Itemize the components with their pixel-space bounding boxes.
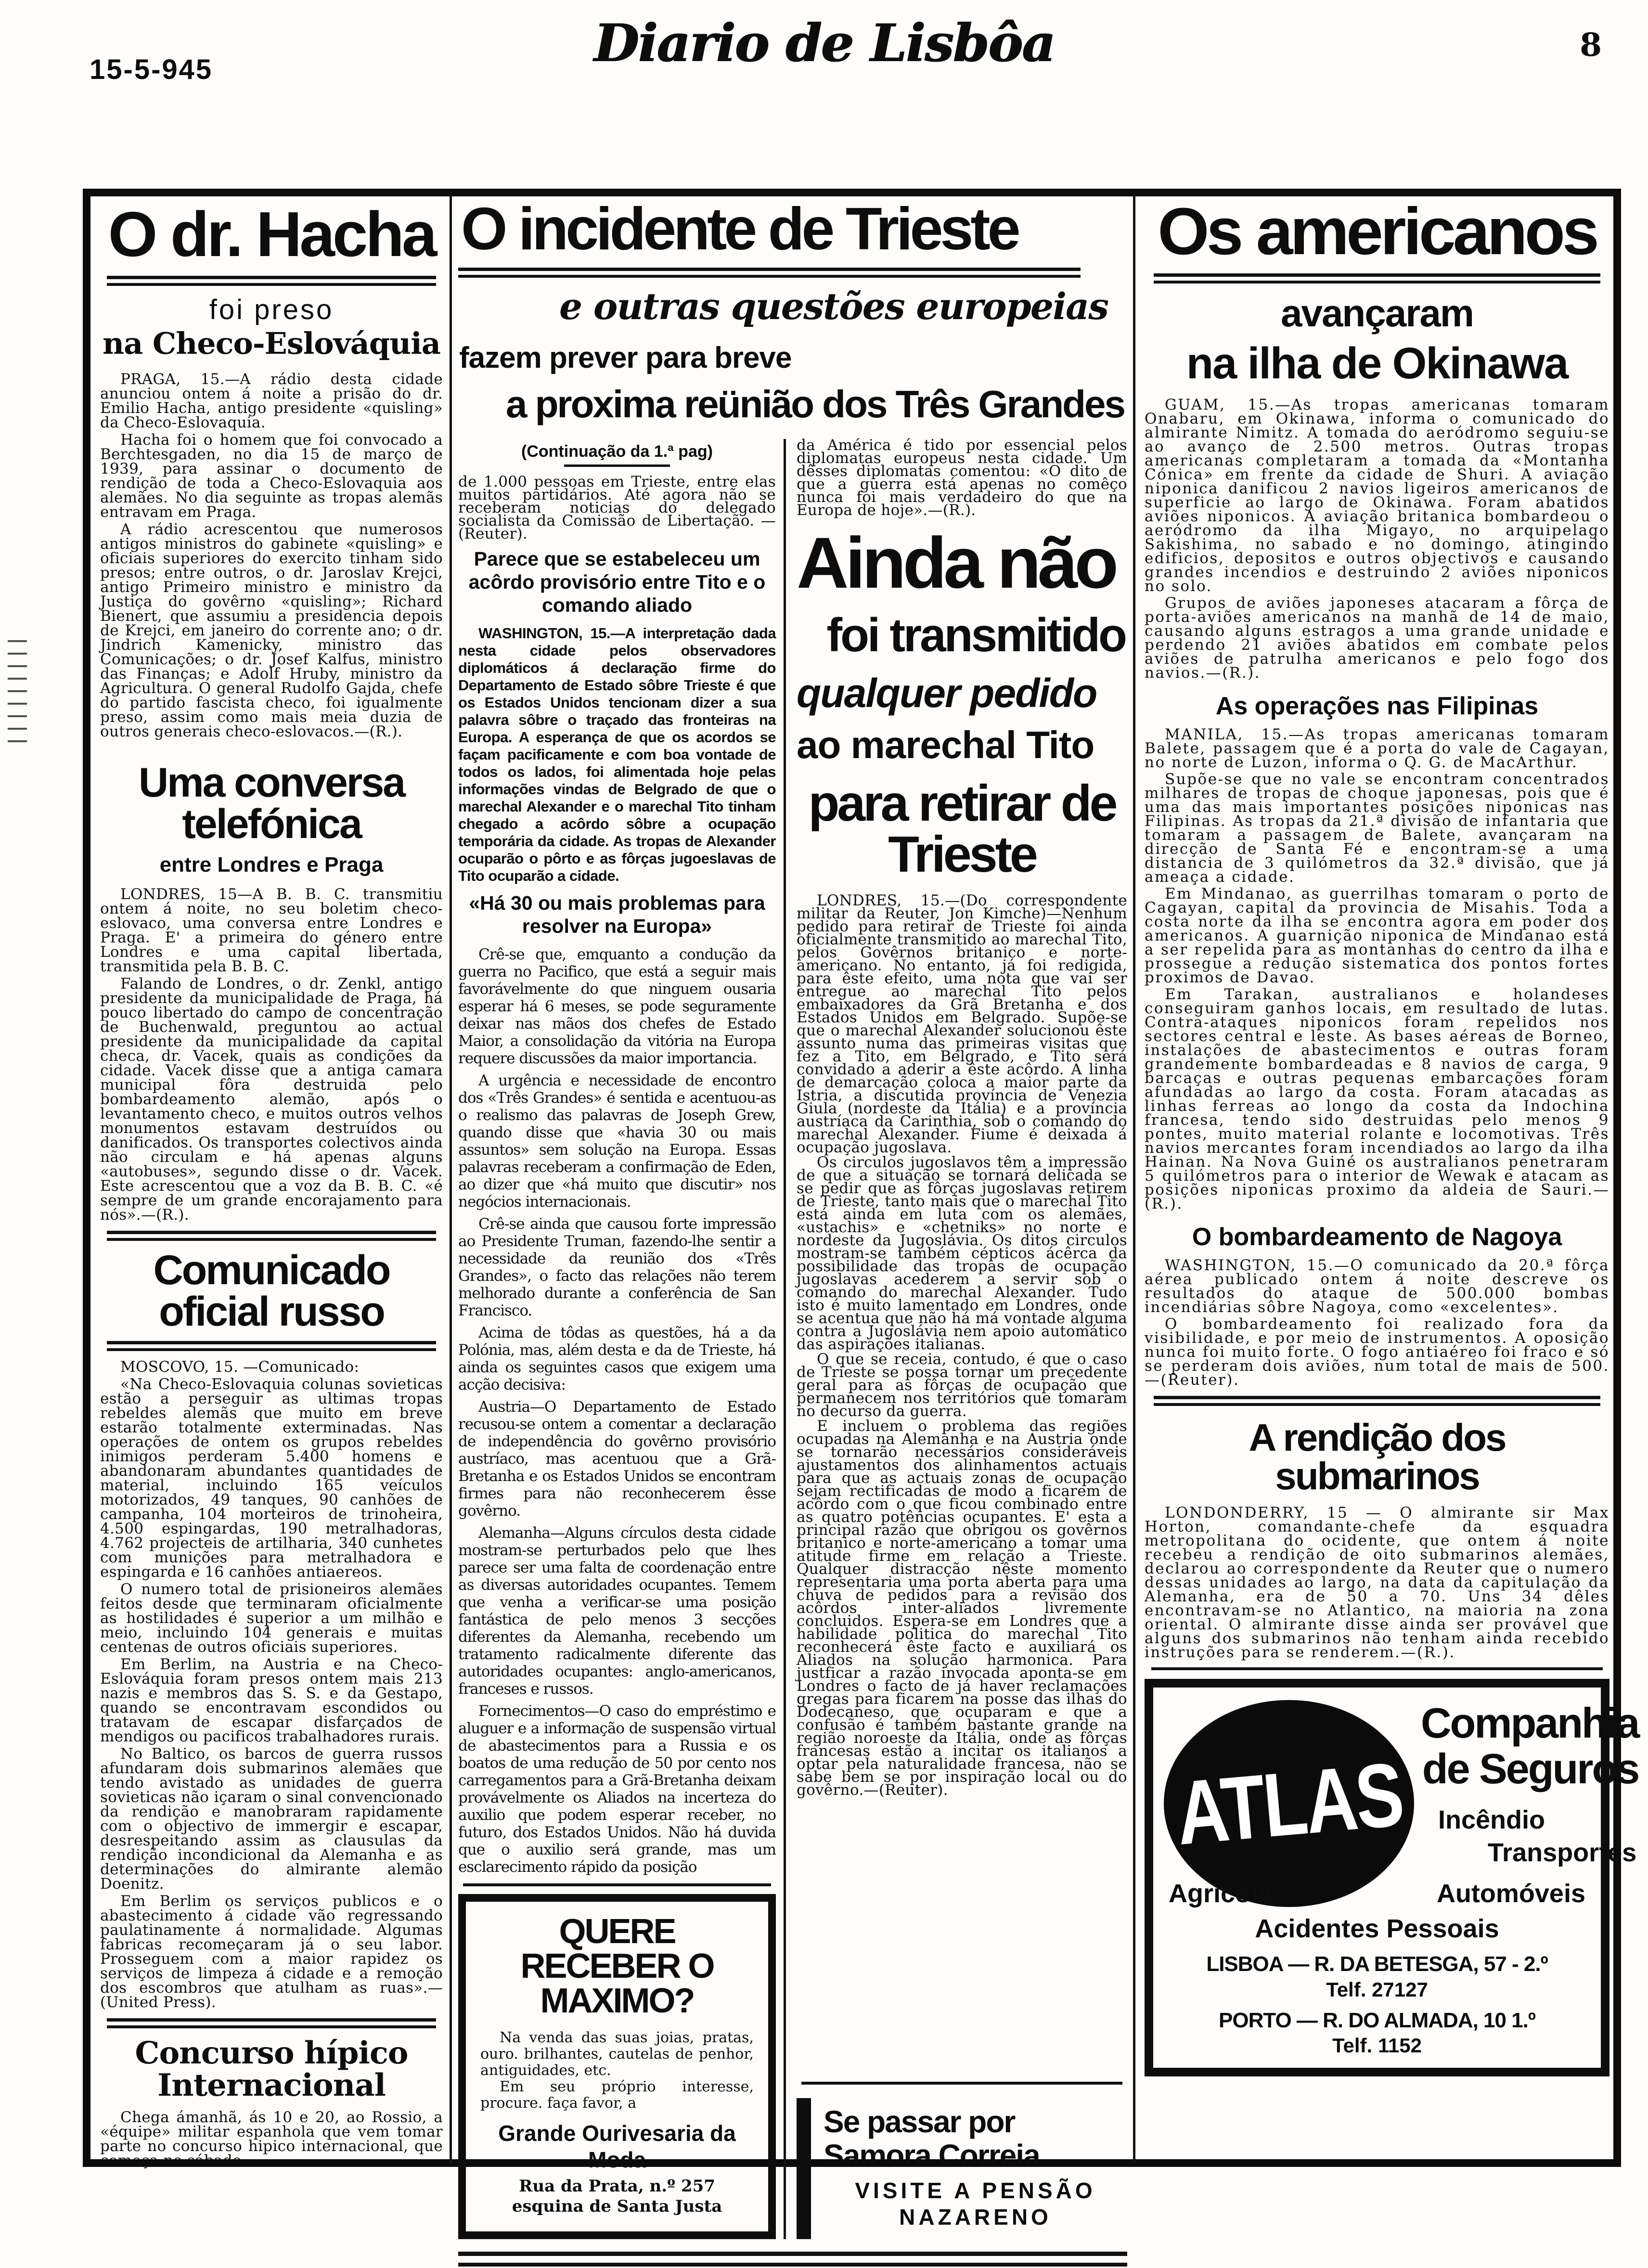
paragraph: LONDONDERRY, 15 — O almirante sir Max Horton, comandante-chefe da esquadra metropolitana do ocidente, que ontem á noite recebeu a rendição de oito submarinos alemães, declarou ao correspondente da Reuter que o numero dessas unidades ao largo, na data da capitulação da Alemanha, era de 50 a 70. Uns 34 dêles encontravam-se no Atlantico, na maioria na zona oriental. O almirante disse ainda ser provável que alguns dos submarinos não tenham ainda recebido instruções para se renderem.—(R.).	[1145, 1504, 1609, 1662]
paragraph: Alemanha—Alguns círculos desta cidade mostram-se perturbados pelo que lhes parece ser uma falta de coordenação entre as diversas autoridades ocupantes. Temem que venha a verificar-se uma posição fantástica de pelo menos 3 secções diferentes da Alemanha, recebendo um tratamento radicalmente diferente das autoridades ocupantes: anglo-americanos, franceses e russos.	[458, 1524, 776, 1698]
divider	[564, 464, 670, 467]
tito-headline-line5: para retirar de Trieste	[808, 774, 1116, 883]
masthead: Diario de Lisbôa	[593, 13, 1055, 74]
paragraph: MANILA, 15.—As tropas americanas tomaram Balete, passagem que é a porta do vale de Cagayan, no norte de Luzon, informa o Q. G. de MacArthur.	[1145, 726, 1609, 772]
paragraph: Falando de Londres, o dr. Zenkl, antigo presidente da municipalidade de Praga, há pouco libertado do campo de concentração de Buchenwald, preguntou ao actual presidente da municipalidade da capital checa, dr. Vacek, quais as condições da cidade. Vacek disse que a antiga camara municipal fôra destruida pelo bombardeamento alemão, após o levantamento checo, e muitos outros velhos monumentos estavam destruídos ou danificados. Os transportes colectivos ainda não circulam e há apenas alguns «autobuses», segundo disse o dr. Vacek. Este acrescentou que a voz da B. B. C. «é sempre de um grande encorajamento para nós».—(R.).	[100, 975, 443, 1224]
paragraph: A rádio acrescentou que numerosos antigos ministros do gabinete «quisling» e oficiais superiores do exercito tinham sido presos; entre outros, o dr. Jaroslav Krejci, antigo Primeiro ministro e ministro da Justiça do govêrno «quisling»; Richard Bienert, que assumiu a presidencia depois de Krejci, em janeiro do corrente ano; o dr. Jindrich Kamenicky, ministro das Comunicações; o dr. Josef Kalfus, ministro das Finanças; e Adolf Hruby, ministro da Agricultura. O general Rudolfo Gajda, chefe do partido fascista checo, foi igualmente preso, assim como mais meia duzia de outros generais checo-eslovacos.—(R.).	[100, 520, 443, 740]
paragraph: E incluem o problema das regiões ocupadas na Alemanha e na Austria onde se tornarão necessários consideráveis ajustamentos dos alinhamentos actuais para que as actuais zonas de ocupação sejam rectificadas de modo a ficarem de acôrdo com o que ficou combinado entre as quatro potências ocupantes. E' esta a principal razão que obrigou os govêrnos britanico e norte-americano a tomar uma atitude firme em relação a Trieste. Qualquer distracção nêste momento representaria uma porta aberta para uma chuva de pedidos para a revisão dos acôrdos inter-aliados livremente concluidos. Espera-se em Londres que a habilidade politica do marechal Tito reconhecerá êste facto e auxiliará os Aliados na solução harmonica. Para justficar a razão invocada aponta-se em Londres o facto de já haver reclamações gregas para ficarem na posse das ilhas do Dodecaneso, que ocuparam e que a confusão é também bastante grande na região noroeste da Itália, onde as fôrças francesas estão a incitar os italianos a optar pela naturalidade francesa, não se sabe bem se por inspiração local ou do govêrno.—(Reuter).	[797, 1417, 1127, 1799]
article-tito-headline	[797, 519, 1127, 894]
divider	[107, 2018, 436, 2028]
tito-headline-line4: ao marechal Tito	[797, 723, 1094, 766]
atlas-ad-top	[1164, 1699, 1639, 1907]
ourivesaria-ad-shop-name: Grande Ourivesaria da Moda	[498, 2120, 736, 2172]
paragraph: Em Berlim, na Austria e na Checo-Eslováquia foram presos ontem mais 213 nazis e membros das S. S. e da Gestapo, quando se encontravam escondidos ou tratavam de escapar disfarçados de mendigos ou pacificos trabalhadores rurais.	[100, 1655, 443, 1745]
atlas-service-agricola: Agrícola	[1169, 1879, 1273, 1908]
continuation-note: (Continuação da 1.ª pag)	[521, 442, 713, 461]
divider	[458, 2252, 1127, 2267]
divider	[1154, 273, 1600, 284]
atlas-service-transportes: Transportes	[1488, 1838, 1637, 1867]
column-rule-left	[450, 193, 452, 2163]
column-left	[100, 197, 443, 2171]
middle-subcolumns	[458, 436, 1127, 2239]
divider	[458, 268, 1081, 278]
atlas-service-acidentes: Acidentes Pessoais	[1255, 1914, 1499, 1944]
article-trieste-headline	[458, 196, 1127, 425]
paragraph: No Baltico, os barcos de guerra russos afundaram dois submarinos alemães que tendo avistado as unidades de guerra sovieticas não içaram o sinal convencionado da rendição e manobraram rapidamente com o objectivo de immergir e escapar, desrespeitando assim as clausulas da rendição incondicional da Alemanha e as determinações do almirante alemão Doenitz.	[100, 1745, 443, 1893]
nazareno-ad-line2: VISITE A PENSÃO NAZARENO	[855, 2178, 1096, 2229]
paragraph: de 1.000 pessoas em Trieste, entre elas muitos partidários. Até agora não se receberam noticias do delegado socialista da Comissão de Libertação. — (Reuter).	[458, 473, 776, 542]
paragraph: Hacha foi o homem que foi convocado a Berchtesgaden, no dia 15 de março de 1939, para assinar o documento de rendição de toda a Checo-Eslovaquia aos alemães. No dia seguinte as tropas alemãs entravam em Praga.	[100, 431, 443, 521]
tito-headline-line1: Ainda não	[797, 522, 1116, 603]
trieste-headline-line2: e outras questões europeias	[559, 285, 1108, 328]
atlas-service-incendio: Incêndio	[1438, 1805, 1545, 1835]
atlas-address-porto: PORTO — R. DO ALMADA, 10 1.º	[1219, 2008, 1535, 2032]
atlas-company-line2: de Seguros	[1422, 1745, 1639, 1793]
atlas-phone-lisboa: Telf. 27127	[1326, 1978, 1428, 2001]
paragraph: Em Tarakan, australianos e holandeses conseguiram ganhos locais, em resultado de lutas. Contra-ataques niponicos foram repelidos nos sectores central e leste. As bases aéreas de Borneo, instalações de abastecimentos e outras foram grandemente bombardeadas e 8 navios de carga, 9 barcaças e outras pequenas embarcações foram afundadas ao largo da costa. Foram atacadas as linhas ferreas ao longo da costa da Indochina francesa, tendo sido destruidas pelo menos 9 pontes, muito material rolante e locomotivas. Três navios mercantes foram incendiados ao largo da ilha Hainan. Na Nova Guiné os australianos penetraram 5 quilómetros para o interior de Wewak e atacam as posições niponicas proximo da aldeia de Sauri.—(R.).	[1145, 986, 1609, 1213]
paragraph: LONDRES, 15.—(Do correspondente militar da Reuter, Jon Kimche)—Nenhum pedido para retirar de Trieste foi ainda oficialmente transmitido ao marechal Tito, pelos Govêrnos britanico e norte-americano. No entanto, já foi redigida, para êste efeito, uma nota que vai ser entregue ao marechal Tito pelos embaixadores da Grã Bretanha e dos Estados Unidos em Belgrado. Supõe-se que o marechal Alexander solucionou êste assunto numa das primeiras visitas que fez a Tito, em Belgrado, e Tito será convidado a aderir a êste acôrdo. A linha de demarcação coloca a maior parte da Istria, a discutida província de Venezia Giula (nordeste da Itália) e a província austríaca da Carinthia, sob o comando do marechal Alexander. Fiume é deixada á ocupação jugoslava.	[797, 891, 1127, 1156]
ourivesaria-ad-title: QUERE RECEBER O MAXIMO?	[520, 1912, 714, 2020]
article-conversa-title: Uma conversa telefónica	[139, 759, 404, 847]
article-okinawa-subtitle1: avançaram	[1280, 292, 1474, 335]
paragraph: WASHINGTON, 15.—A interpretação dada nesta cidade pelos observadores diplomáticos á declaração firme do Departamento de Estado sôbre Trieste é que os Estados Unidos tencionam dizer a sua palavra sôbre o traçado das fronteiras na Europa. A esperança de que os acordos se façam pacificamente e com boa vontade de todos os lados, foi alimentada hoje pelas informações vindas de Belgrado de que o marechal Alexander e o marechal Tito tinham chegado a acôrdo sôbre a ocupação temporária da cidade. As tropas de Alexander ocuparão o pôrto e as fôrças jugoeslavas de Tito ocuparão a cidade.	[458, 624, 776, 884]
paragraph: «Na Checo-Eslovaquia colunas sovieticas estão a perseguir as ultimas tropas rebeldes alemãs que muito em breve estarão totalmente exterminadas. Nas operações de ontem os grupos rebeldes inimigos perderam 5.400 homens e abandonaram abundantes quantidades de material, incluindo 165 veículos motorizados, 49 tanques, 90 canhões de campanha, 104 morteiros de trinoheira, 4.500 espingardas, 190 metralhadoras, 4.762 projecteis de artilharia, 340 cunhetes com munições para metralhadora e espingarda e 16 canhões antiaereos.	[100, 1375, 443, 1581]
nazareno-ad	[797, 2098, 1127, 2239]
ourivesaria-ad-body: Na venda das suas joias, pratas, ouro. brilhantes, cautelas de penhor, antiguidades, etc.	[480, 2029, 754, 2079]
ourivesaria-ad-body: Em seu próprio interesse, procure. faça favor, a	[480, 2078, 754, 2112]
divider	[1154, 1396, 1600, 1406]
paragraph: MOSCOVO, 15. —Comunicado:	[120, 1358, 360, 1376]
paragraph: Em Mindanao, as guerrilhas tomaram o porto de Cagayan, capital da provincia de Misahis. Toda a costa norte da ilha se encontra agora em poder dos americanos. A guarnição niponica de Mindanao está a ser repelida para as montanhas do centro da ilha e prossegue a redução sistematica dos pontos fortes proximos de Davao.	[1145, 885, 1609, 987]
article-submarinos-title: A rendição dos submarinos	[1249, 1416, 1506, 1498]
article-nagoya-title: O bombardeamento de Nagoya	[1192, 1223, 1562, 1251]
paragraph: A urgência e necessidade de encontro dos «Três Grandes» é sentida e acentuou-as o realismo das palavras de Joseph Grew, quando disse que «havia 30 ou mais assuntos» sem solução na Europa. Essas palavras receberam a confirmação de Eden, ao dizer que «há muito que discutir» nos negócios internacionais.	[458, 1071, 776, 1211]
paragraph: Grupos de aviões japoneses atacaram a fôrça de porta-aviões americanos na manhã de 14 de maio, causando alguns estragos a uma grande unidade e perdendo 21 aviões abatidos em combate pelos aviões de patrulha americanos e pelo fogo dos navios.—(R.).	[1145, 594, 1609, 682]
divider	[107, 1341, 436, 1351]
paragraph: Crê-se que, emquanto a condução da guerra no Pacifico, que está a seguir mais favorávelmente do que ninguem ousaria esperar há 6 meses, se pode seguramente deixar nas mãos dos chefes de Estado Maior, a consolidação da vitória na Europa requere discussões da maior importancia.	[458, 945, 776, 1067]
atlas-company-line1: Companhia	[1421, 1699, 1639, 1747]
paragraph: Chega ámanhã, ás 10 e 20, ao Rossio, a «équipe» militar espanhola que vem tomar parte no concurso hipico internacional, que começa no sábado.	[100, 2109, 443, 2170]
paragraph: GUAM, 15.—As tropas americanas tomaram Onabaru, em Okinawa, informa o comunicado do almirante Nimitz. A tomada do aeródromo seguiu-se ao avanço de 2.500 metros. Outras tropas americanas completaram a tomada da «Montanha Cónica» em frente da cidade de Shuri. A aviação niponica danificou 2 navios ligeiros americanos de superficie ao largo de Okinawa. Foram abatidos aviões niponicos. A aviação britanica bombardeou o aeródromo da ilha Migayo, no arquipelago Sakishima, no sabado e no domingo, atingindo edificios, depositos e outros objectivos e causando grandes incendios e destruindo 2 aviões niponicos no solo.	[1145, 396, 1609, 595]
article-conversa-subtitle: entre Londres e Praga	[159, 852, 384, 876]
article-hacha-subtitle: na Checo-Eslováquia	[103, 326, 440, 361]
paragraph: Em Berlim os serviços publicos e o abastecimento á cidade vão regressando paulatinamente á normalidade. Algumas fabricas recomeçaram já o seu labor. Prosseguem com a maior rapidez os serviços de limpeza á cidade e a remoção dos escombros que atulham as ruas».—(United Press).	[100, 1892, 443, 2011]
article-hacha-kicker: foi preso	[209, 294, 334, 325]
edition-date: 15-5-945	[90, 54, 213, 85]
margin-scribble	[8, 640, 27, 746]
paragraph: WASHINGTON, 15.—O comunicado da 20.ª fôrça aérea publicado ontem á noite descreve os resultados do ataque de 500.000 bombas incendiárias sôbre Nagoya, como «excelentes».	[1145, 1257, 1609, 1316]
paragraph: Crê-se ainda que causou forte impressão ao Presidente Truman, fazendo-lhe sentir a necessidade da reunião dos «Três Grandes», o facto das relações não terem melhorado durante a conferência de San Francisco.	[458, 1215, 776, 1319]
divider	[1151, 1667, 1602, 1670]
article-okinawa-subtitle2: na ilha de Okinawa	[1186, 339, 1568, 388]
trieste-headline-line1: O incidente de Trieste	[461, 196, 1018, 262]
paragraph: O que se receia, contudo, é que o caso de Trieste se possa tornar um precedente geral para as fôrças de ocupação que permanecem nos territórios que tomaram no decurso da guerra.	[797, 1350, 1127, 1420]
paragraph: PRAGA, 15.—A rádio desta cidade anunciou ontem á noite a prisão do dr. Emilio Hacha, antigo presidente «quisling» da Checo-Eslovaquia.	[100, 370, 443, 431]
paragraph: Supõe-se que no vale se encontram concentrados milhares de tropas de choque japonesas, pois que é uma das mais importantes posições niponicas nas Filipinas. As tropas da 21.ª divisão de infantaria que tomaram a passagem de Balete, avançaram na direcção de Santa Fé e encontram-se a uma distancia de 3 quilómetros da 32.ª divisão, que já ameaça a cidade.	[1145, 771, 1609, 886]
article-comunicado-title: Comunicado oficial russo	[153, 1247, 390, 1335]
divider	[801, 2082, 1122, 2085]
paragraph: Acima de tôdas as questões, há a da Polónia, mas, além desta e da de Trieste, há ainda os seguintes casos que exigem uma acção decisiva:	[458, 1324, 776, 1393]
ourivesaria-ad-address: Rua da Prata, n.º 257 esquina de Santa Justa	[512, 2176, 722, 2216]
page-number: 8	[1580, 26, 1602, 64]
paragraph: da América é tido por essencial pelos diplomatas europeus nesta cidade. Um dêsses diplomatas comentou: «O dito de que a guerra está apenas no comêço nunca foi mais verdadeiro do que na Europa de hoje».—(R.).	[797, 436, 1127, 519]
divider	[107, 276, 436, 286]
paragraph: O numero total de prisioneiros alemães feitos desde que terminaram oficialmente as hostilidades é superior a um milhão e meio, incluindo 104 generais e muitas centenas de outros oficiais superiores.	[100, 1580, 443, 1656]
paragraph: LONDRES, 15—A B. B. C. transmitiu ontem á noite, no seu boletim checo-eslovaco, uma conversa entre Londres e Praga. E' a primeira do género entre Londres e uma capital libertada, transmitida pela B. B. C.	[100, 885, 443, 975]
atlas-ad-names	[1414, 1700, 1638, 1907]
paragraph: Os circulos jugoslavos têm a impressão de que a situação se tornará delicada se se pedir que as fôrças jugoslavas retirem de Trieste, tanto mais que o marechal Tito está ainda em luta com os alemães, «ustachis» e «chetniks» no norte e nordeste da Jugoslávia. Os ditos circulos mostram-se também cépticos ácêrca da possibilidade das tropas de ocupação jugoslavas acederem a servir sob o comando do marechal Alexander. Tudo isto é muito lamentado em Londres, onde se acentua que não há má vontade alguma contra a Jugoslávia nem apoio automático das aspirações italianas.	[797, 1153, 1127, 1353]
atlas-service-automoveis: Automóveis	[1436, 1879, 1585, 1908]
column-rule-right	[1133, 193, 1135, 2163]
article-filipinas-title: As operações nas Filipinas	[1215, 692, 1539, 720]
subheadline: Parece que se estabeleceu um acôrdo provisório entre Tito e o comando aliado	[468, 547, 766, 617]
atlas-address-lisboa: LISBOA — R. DA BETESGA, 57 - 2.º	[1206, 1952, 1548, 1976]
divider	[463, 1883, 771, 1886]
subcolumn-right	[784, 436, 1127, 2239]
article-okinawa-title: Os americanos	[1158, 194, 1596, 269]
tito-headline-line3: qualquer pedido	[797, 670, 1097, 716]
column-right	[1145, 194, 1639, 2076]
atlas-ad-services-row	[1164, 1878, 1590, 1909]
article-concurso-title: Concurso hípico Internacional	[135, 2035, 408, 2104]
paragraph: Fornecimentos—O caso do empréstimo e aluguer e a informação de suspensão virtual de abastecimentos para a Russia e os boatos de uma redução de 50 por cento nos carregamentos para a Grã-Bretanha deixam provávelmente os Aliados na incerteza do auxilio que podem esperar receber, no futuro, dos Estados Unidos. Não há duvida que o auxilio será grande, mas um esclarecimento rápido da posição	[458, 1702, 776, 1876]
subheadline: «Há 30 ou mais problemas para resolver na Europa»	[469, 891, 765, 938]
trieste-headline-line4: a proxima reünião dos Três Grandes	[505, 382, 1124, 425]
nazareno-ad-line1: Se passar por Samora Correia	[824, 2104, 1040, 2173]
divider	[107, 1231, 436, 1241]
spacer	[797, 1799, 1127, 2074]
atlas-logo-text: ATLAS	[1172, 1743, 1406, 1864]
column-middle	[458, 197, 1127, 2267]
trieste-headline-line3: fazem prever para breve	[459, 341, 792, 374]
ourivesaria-ad	[458, 1894, 776, 2239]
atlas-phone-porto: Telf. 1152	[1332, 2034, 1422, 2057]
atlas-ad	[1145, 1679, 1639, 2076]
subcolumn-left	[458, 439, 784, 2239]
tito-headline-line2: foi transmitido	[826, 608, 1125, 661]
paragraph: O bombardeamento foi realizado fora da visibilidade, e por meio de instrumentos. A oposição nunca foi muito forte. O fogo antiaéreo foi fraco e só se perderam dois aviões, num total de mais de 500.—(Reuter).	[1145, 1315, 1609, 1389]
article-hacha-title: O dr. Hacha	[108, 199, 435, 270]
paragraph: Austria—O Departamento de Estado recusou-se ontem a comentar a declaração de independência do govêrno provisório austríaco, mas acentuou que a Grã-Bretanha e os Estados Unidos se encontram firmes para não reconhecerem êsse govêrno.	[458, 1398, 776, 1520]
atlas-logo	[1164, 1700, 1414, 1907]
